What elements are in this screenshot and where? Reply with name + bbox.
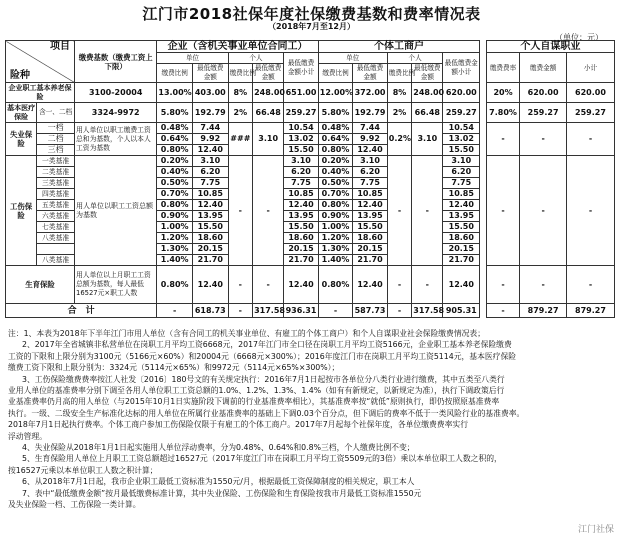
row-injury-10: 八类基准 1.40% 21.70 21.70 1.40% 21.70 21.70 (6, 255, 615, 266)
row-injury-3: 三类基准 0.50% 7.75 7.75 0.50% 7.75 7.75 (6, 178, 615, 189)
note-line: 业基准费率仍月高的用人单位（与2015年10月1日实施阶段下调前的行业基准费率相比），其基准费率按“就低”原则执行，即仍按照原基准费率 (8, 397, 500, 407)
note-line: 3、工伤保险缴费费率按江人社发〔2016〕180号文的有关规定执行：2016年7月1日起按市各单位分八类行业进行缴费，其中五类至八类行 (22, 374, 505, 384)
unit-label: （单位：元） (555, 33, 603, 42)
row-pension: 企业职工基本养老保险 3100-20004 13.00% 403.00 8% 248.00 651.00 12.00% 372.00 8% 248.00 620.00 20% 620.00 620.00 (6, 83, 615, 103)
note-line: 2、2017年全省城镇非私营单位在岗职工月平均工资6668元，2017年江门市全口径在岗职工月平均工资5166元，企业职工基本养老保险缴费 (22, 340, 512, 350)
note-line: 浮动管理。 (8, 431, 47, 441)
note-line: 6、从2018年7月1日起，我市企业职工最低工资标准为1550元/月，根据最低工资保障制度的相关规定，职工本人 (22, 477, 415, 487)
note-line: 工资的下限和上限分别为3100元（5166元×60%）和20004元（6668元×300%）；2016年度江门市在岗职工月平均工资5114元，基本医疗保险 (8, 351, 517, 361)
row-injury-6: 六类基准 0.90% 13.95 13.95 0.90% 13.95 13.95 (6, 211, 615, 222)
row-unemployment-1: 失业保险 一档 用人单位以职工缴费工资总和为基数，个人以本人工资为基数 0.48% 7.44 ### 3.10 10.54 0.48% 7.44 0.2% 3.10 10.54 - - - (6, 123, 615, 134)
notes-section (8, 328, 614, 511)
note-line: 业用人单位的基准费率分别下调至各用人单位职工工资总额的1.0%、1.2%、1.3%、1.4%（如有有新规定，以新规定为准），执行下调政策后行 (8, 386, 505, 396)
note-line: 2018年7月1日起执行费率。个体工商户参加工伤保险仅限于有雇工的个体工商户。2017年7月起每个社保年度，各单位缴费费率实行 (8, 420, 468, 430)
note-line: 4、失业保险从2018年1月1日起实施用人单位浮动费率，分为0.48%、0.64%和0.8%三档，个人缴费比例不变； (22, 443, 415, 453)
row-unemployment-3: 三档 0.80% 12.40 15.50 0.80% 12.40 15.50 (6, 145, 615, 156)
row-unemployment-2: 二档 0.64% 9.92 13.02 0.64% 9.92 13.02 (6, 134, 615, 145)
note-line: 缴费工资下限和上限分别为：3324元（5114元×65%）和9972元（5114元×65%×300%）； (8, 363, 340, 373)
note-line: 按16527元乘以本单位职工人数之积计算； (8, 465, 158, 475)
row-total: 合 计 - 618.73 - 317.58 936.31 - 587.73 - 317.58 905.31 - 879.27 879.27 (6, 304, 615, 318)
note-line: 注：1、本表为2018年下半年江门市用人单位（含有合同工的机关事业单位、有雇工的个体工商户）和个人自谋职业社会保险缴费情况表； (8, 329, 486, 338)
row-injury-8: 八类基准 1.20% 18.60 18.60 1.20% 18.60 18.60 (6, 233, 615, 244)
row-maternity: 生育保险 用人单位以上月职工工资总额为基数，每人最低16527元×职工人数 0.80% 12.40 - - 12.40 0.80% 12.40 - - 12.40 - - - (6, 266, 615, 304)
self-employed-header: 个人自谋职业 (486, 41, 614, 53)
row-injury-5: 五类基准 0.80% 12.40 12.40 0.80% 12.40 12.40 (6, 200, 615, 211)
individual-business-header: 个体工商户 (318, 41, 479, 53)
watermark-logo: 江门社保 (575, 521, 617, 536)
contribution-table: 项目 险种 缴费基数（缴费工资上下限） 企业（含机关事业单位合同工） 个体工商户 个人自谋职业 单位 个人 最低缴费金额小计 单位 个人 最低缴费金额小计 缴费费率 缴费金额 小计 缴费比例 最低缴费金额 缴费比例 最低缴费金额 缴费比例 最低缴费金额 缴费比例 最低缴费金额 企业职工基本养老保险 3100-20004 13.00% 403.00 8% 248.00 651.00 12.00% 372.00 8% 248.00 620.00 20% 620.00 620.00 基本医疗保险 含一、二档 3324-9972 5.80% 192.79 2% 66.48 259.27 5.80% 192.79 2% 66.48 259.27 7.80% 259.27 259.27 失业保险 一档 用人单位以职工缴费工资总和为基数，个人以本人工资为基数 0.48% 7.44 ### 3.10 10.54 0.48% 7.44 0.2% 3.10 10.54 - - - 二档 0.64% 9.92 13.02 0.64% 9.92 13.02 三档 0.80% 12.40 15.50 0.80% 12.40 15.50 工伤保险 一类基准 用人单位以职工工资总额为基数 0.20% 3.10 - - 3.10 0.20% 3.10 - - 3.10 - - - 二类基准 0.40% 6.20 6.20 0.40% 6.20 6.20 三类基准 0.50% 7.75 7.75 0.50% 7.75 7.75 四类基准 0.70% 10.85 10.85 0.70% 10.85 10.85 五类基准 0.80% 12.40 12.40 0.80% 12.40 12.40 六类基准 0.90% 13.95 13.95 0.90% 13.95 13.95 七类基准 1.00% 15.50 15.50 1.00% 15.50 15.50 八类基准 1.20% 18.60 18.60 1.20% 18.60 18.60 1.30% 20.15 20.15 1.30% 20.15 20.15 八类基准 1.40% 21.70 21.70 1.40% 21.70 21.70 生育保险 用人单位以上月职工工资总额为基数，每人最低16527元×职工人数 0.80% 12.40 - - 12.40 0.80% 12.40 - - 12.40 - - - 合 计 - 618.73 - 317.58 936.31 - 587.73 - 317.58 905.31 - 879.27 879.27 (5, 40, 615, 318)
note-line: 及失业保险一档、工伤保险一类计算。 (8, 500, 141, 510)
note-line: 执行。一级、二级安全生产标准化达标的用人单位在所属行业基准费率的基础上下调0.03个百分点，但下调后的费率不低于一类风险行业的基准费率。 (8, 408, 525, 418)
row-injury-4: 四类基准 0.70% 10.85 10.85 0.70% 10.85 10.85 (6, 189, 615, 200)
row-injury-2: 二类基准 0.40% 6.20 6.20 0.40% 6.20 6.20 (6, 167, 615, 178)
note-line: 7、表中“最低缴费金额”按月最低缴费标准计算，其中失业保险、工伤保险和生育保险按我市月最低工资标准1550元 (22, 488, 422, 498)
item-type-header: 项目 险种 (6, 41, 75, 83)
page-subtitle: （2018年7月至12月） (268, 22, 355, 31)
row-injury-9: 1.30% 20.15 20.15 1.30% 20.15 20.15 (6, 244, 615, 255)
row-injury-7: 七类基准 1.00% 15.50 15.50 1.00% 15.50 15.50 (6, 222, 615, 233)
row-medical: 基本医疗保险 含一、二档 3324-9972 5.80% 192.79 2% 66.48 259.27 5.80% 192.79 2% 66.48 259.27 7.80% 259.27 259.27 (6, 103, 615, 123)
base-header: 缴费基数（缴费工资上下限） (75, 41, 157, 83)
page-title: 江门市2018社保年度社保缴费基数和费率情况表 (142, 5, 481, 23)
note-line: 5、生育保险用人单位上月职工工资总额超过16527元（2017年度江门市在岗职工月平均工资5509元的3倍）乘以本单位职工人数之积的， (22, 454, 502, 464)
row-injury-1: 工伤保险 一类基准 用人单位以职工工资总额为基数 0.20% 3.10 - - 3.10 0.20% 3.10 - - 3.10 - - - (6, 156, 615, 167)
enterprise-header: 企业（含机关事业单位合同工） (157, 41, 318, 53)
